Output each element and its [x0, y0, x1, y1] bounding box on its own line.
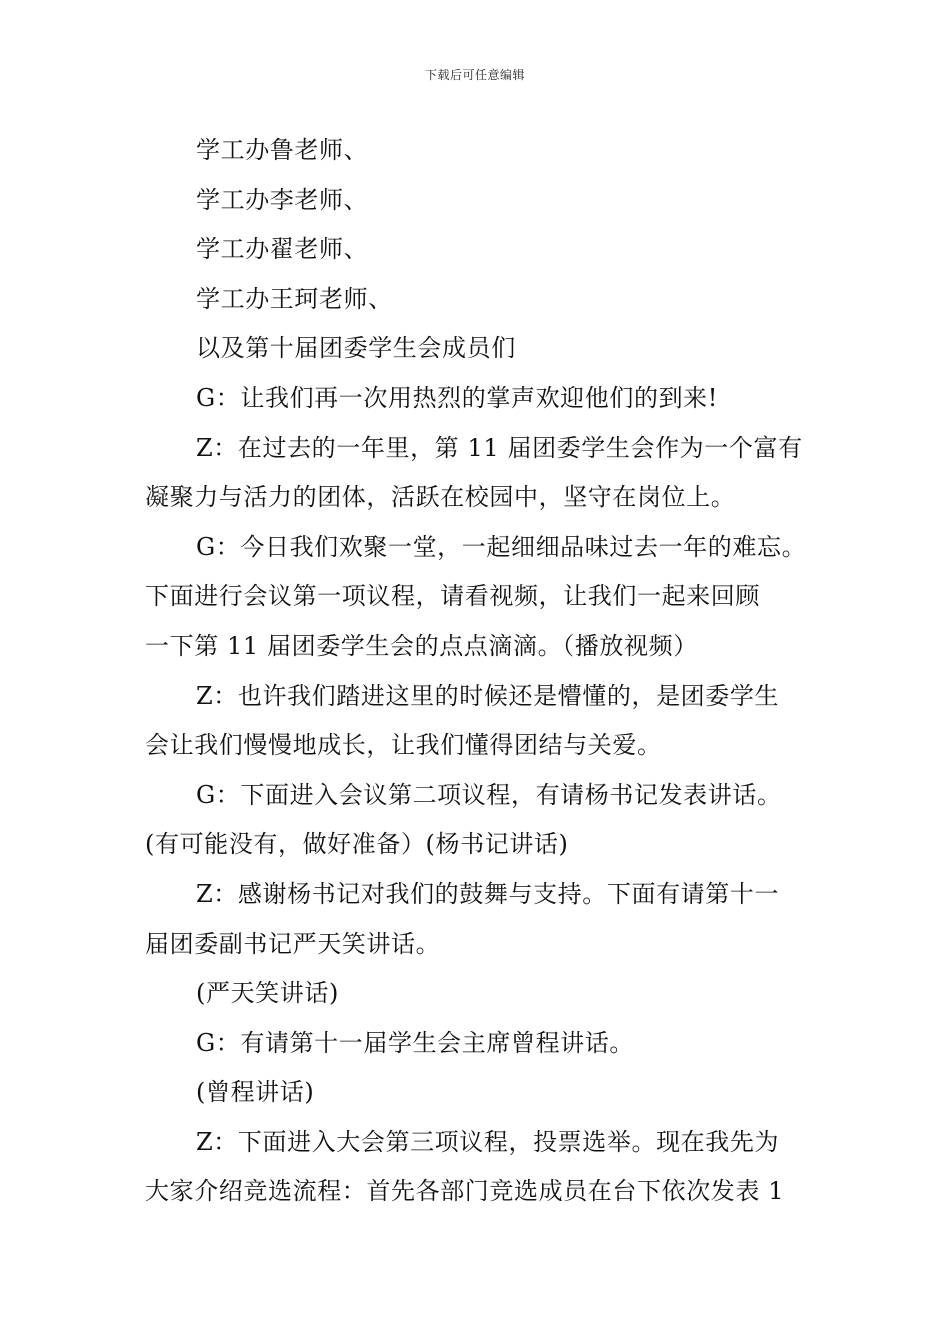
- text-line: 以及第十届团委学生会成员们: [196, 334, 516, 363]
- text-line: Z：感谢杨书记对我们的鼓舞与支持。下面有请第十一: [196, 879, 780, 908]
- text-line: 学工办鲁老师、: [196, 136, 369, 164]
- text-line: (曾程讲话): [196, 1078, 315, 1107]
- text-line: G：今日我们欢聚一堂，一起细细品味过去一年的难忘。: [196, 532, 807, 561]
- text-line: G：让我们再一次用热烈的掌声欢迎他们的到来!: [196, 383, 719, 412]
- text-line: (严天笑讲话): [196, 979, 339, 1008]
- text-line: 凝聚力与活力的团体，活跃在校园中，坚守在岗位上。: [145, 483, 736, 512]
- text-line: 学工办王珂老师、: [196, 284, 393, 313]
- text-line: 一下第 11 届团委学生会的点点滴滴。（播放视频）: [145, 631, 698, 660]
- text-line: 下面进行会议第一项议程，请看视频，让我们一起来回顾: [145, 582, 760, 611]
- text-line: Z：下面进入大会第三项议程，投票选举。现在我先为: [196, 1127, 780, 1156]
- page-header: 下载后可任意编辑: [424, 68, 525, 82]
- text-line: 会让我们慢慢地成长，让我们懂得团结与关爱。: [145, 731, 662, 760]
- text-line: G：有请第十一届学生会主席曾程讲话。: [196, 1028, 634, 1057]
- text-line: 学工办李老师、: [196, 185, 369, 214]
- text-line: 学工办翟老师、: [196, 235, 369, 264]
- text-line: G：下面进入会议第二项议程，有请杨书记发表讲话。: [196, 780, 782, 809]
- text-line: 届团委副书记严天笑讲话。: [145, 929, 441, 958]
- text-line: (有可能没有，做好准备）(杨书记讲话): [145, 830, 569, 859]
- text-line: Z：也许我们踏进这里的时候还是懵懂的，是团委学生: [196, 681, 780, 710]
- text-line: 大家介绍竞选流程：首先各部门竞选成员在台下依次发表 1: [145, 1177, 785, 1206]
- document-body: [145, 126, 825, 1217]
- text-line: Z：在过去的一年里，第 11 届团委学生会作为一个富有: [196, 433, 803, 462]
